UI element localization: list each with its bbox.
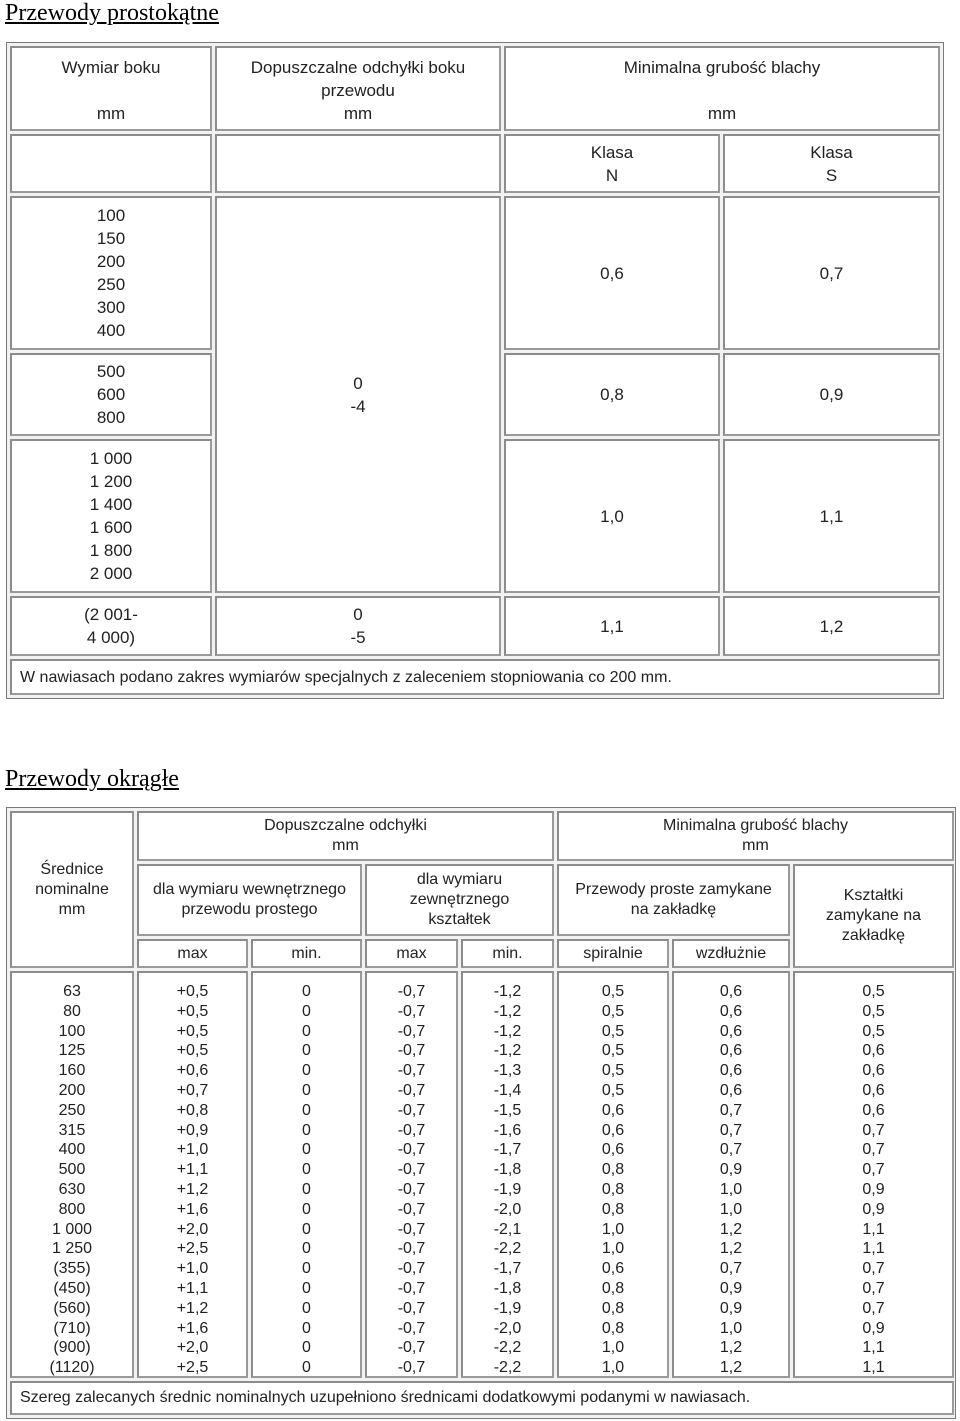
col-outer-min [461,971,554,1378]
table-cell: 0 [302,1002,311,1020]
table-cell: 0,9 [719,1299,743,1317]
table-cell: -0,7 [397,1200,426,1218]
table-cell: +1,2 [176,1299,209,1317]
table-cell: 0,9 [719,1161,743,1179]
table-cell: 1,2 [719,1339,743,1357]
header-grubosc-blachy: Minimalna grubość blachy mm [504,46,940,131]
table-cell: 0,6 [862,1062,885,1080]
table-cell: 0 [302,1299,311,1317]
table-cell: -0,7 [397,1299,426,1317]
table-cell: -0,7 [397,983,426,1000]
table-cell: 250 [58,1101,86,1119]
thickness-n-3: 1,0 [504,439,720,593]
table-cell: +1,2 [176,1180,209,1198]
table-cell: +1,1 [176,1161,209,1179]
thickness-n-4: 1,1 [504,596,720,656]
table-cell: -0,7 [397,1022,426,1040]
table-cell: -0,7 [397,1062,426,1080]
header-max-2: max [365,939,458,968]
table-cell: 0,6 [719,1062,743,1080]
table-cell: +0,9 [176,1121,209,1139]
table-cell: (450) [53,1279,91,1297]
table-cell: 1 250 [51,1240,93,1258]
table-cell: 0 [302,1042,311,1060]
header-min-1: min. [251,939,362,968]
table-cell: 1,2 [719,1220,743,1238]
table-cell: +1,0 [176,1141,209,1159]
table-cell: 0,9 [719,1279,743,1297]
table-cell: -2,0 [493,1319,522,1337]
table-cell: (1120) [49,1359,95,1377]
table-cell: 0,7 [719,1121,743,1139]
table-cell: -2,0 [493,1200,522,1218]
table-cell: 63 [63,983,81,1000]
table-cell: 1,0 [601,1220,625,1238]
size-group-special: (2 001- 4 000) [10,596,212,656]
table-cell: 1,0 [601,1240,625,1258]
header-klasa-s: Klasa S [723,134,940,193]
table-cell: -1,2 [493,983,522,1000]
table-cell: 0,6 [601,1101,625,1119]
thickness-n-2: 0,8 [504,353,720,436]
table-cell: 400 [58,1141,86,1159]
table-cell: 0,5 [862,1022,885,1040]
table-cell: -0,7 [397,1042,426,1060]
table-cell: 0,9 [862,1200,885,1218]
table-cell: -0,7 [397,1121,426,1139]
table-cell: 1,0 [601,1359,625,1377]
table-cell: -2,1 [493,1220,522,1238]
table-cell: 0,5 [601,1062,625,1080]
table-cell: 0,6 [719,1022,743,1040]
col-inner-max [137,971,248,1378]
col-fittings [793,971,954,1378]
table-cell: -1,6 [493,1121,522,1139]
table-cell: 0 [302,1319,311,1337]
table-cell: 0,6 [719,1042,743,1060]
header-max-1: max [137,939,248,968]
table-cell: +1,1 [176,1279,209,1297]
table-cell: 100 [58,1022,86,1040]
size-group-2: 500 600 800 [10,353,212,436]
table-cell: -0,7 [397,1359,426,1377]
table-cell: 1,0 [719,1319,743,1337]
table-cell: 0 [302,1081,311,1099]
table-cell: 0,7 [862,1141,885,1159]
table-cell: 0,9 [862,1319,885,1337]
table-cell: 0,6 [862,1101,885,1119]
table-cell: 0 [302,1279,311,1297]
table-cell: 1,0 [719,1200,743,1218]
table-cell: 160 [58,1062,86,1080]
table-cell: 0,6 [719,1002,743,1020]
table-cell: (355) [53,1260,91,1278]
round-table [6,807,956,1419]
table-cell: 200 [58,1081,86,1099]
table-cell: 1,1 [862,1220,885,1238]
col-inner-min [251,971,362,1378]
thickness-n-1: 0,6 [504,196,720,350]
table-cell: 0 [302,1062,311,1080]
table-cell: -0,7 [397,1161,426,1179]
col-outer-max [365,971,458,1378]
header-ksztaltki: Kształtki zamykane na zakładkę [793,864,954,968]
col-longitudinal [672,971,790,1378]
table-cell: -1,2 [493,1022,522,1040]
table-cell: 0,5 [862,983,885,1000]
table-cell: (900) [53,1339,91,1357]
table-cell: -1,7 [493,1141,522,1159]
table-cell: 0 [302,1200,311,1218]
table-cell: 0,6 [601,1260,625,1278]
header-wzdluznie: wzdłużnie [672,939,790,968]
table-cell: +2,0 [176,1220,209,1238]
table-cell: -1,7 [493,1260,522,1278]
table-cell: +2,5 [176,1240,209,1258]
table-cell: +2,0 [176,1339,209,1357]
rect-note: W nawiasach podano zakres wymiarów specjalnych z zaleceniem stopniowania co 200 mm. [10,659,940,695]
header-spiralnie: spiralnie [557,939,669,968]
size-group-3: 1 000 1 200 1 400 1 600 1 800 2 000 [10,439,212,593]
empty-cell [10,134,212,193]
col-spiral [557,971,669,1378]
table-cell: 0,6 [601,1141,625,1159]
rect-heading[interactable]: Przewody prostokątne [5,0,219,26]
thickness-s-4: 1,2 [723,596,940,656]
header-min-2: min. [461,939,554,968]
table-cell: -1,3 [493,1062,522,1080]
table-cell: -1,4 [493,1081,522,1099]
table-cell: 0 [302,1339,311,1357]
table-cell: 1,2 [719,1359,743,1377]
table-cell: 0,7 [862,1260,885,1278]
table-cell: +1,6 [176,1200,209,1218]
table-cell: -0,7 [397,1240,426,1258]
table-cell: 125 [58,1042,86,1060]
table-cell: +0,8 [176,1101,209,1119]
table-cell: (560) [53,1299,91,1317]
table-cell: 630 [58,1180,86,1198]
table-cell: 0,8 [601,1279,625,1297]
table-cell: 0,6 [719,983,743,1000]
round-note: Szereg zalecanych średnic nominalnych uzupełniono średnicami dodatkowymi podanymi w nawiasach. [10,1381,954,1415]
table-cell: 0,7 [862,1121,885,1139]
round-heading[interactable]: Przewody okrągłe [5,766,179,792]
table-cell: 0 [302,1101,311,1119]
table-cell: 0 [302,1240,311,1258]
table-cell: -0,7 [397,1002,426,1020]
size-group-1: 100 150 200 250 300 400 [10,196,212,350]
table-cell: 0,8 [601,1161,625,1179]
table-cell: -0,7 [397,1101,426,1119]
table-cell: 0,5 [601,1022,625,1040]
table-cell: -0,7 [397,1220,426,1238]
table-cell: 0,7 [862,1279,885,1297]
table-cell: -2,2 [493,1359,522,1377]
table-cell: 1,1 [862,1240,885,1258]
table-cell: 1,1 [862,1359,885,1377]
table-cell: -1,9 [493,1299,522,1317]
table-cell: +1,0 [176,1260,209,1278]
table-cell: 1,2 [719,1240,743,1258]
table-cell: 0,7 [862,1161,885,1179]
table-cell: 0,7 [719,1260,743,1278]
table-cell: 0,8 [601,1200,625,1218]
table-cell: -0,7 [397,1141,426,1159]
table-cell: -2,2 [493,1240,522,1258]
table-cell: 0 [302,1180,311,1198]
table-cell: -1,2 [493,1002,522,1020]
thickness-s-1: 0,7 [723,196,940,350]
table-cell: +0,6 [176,1062,209,1080]
table-cell: 0,5 [601,1002,625,1020]
table-cell: 0,9 [862,1180,885,1198]
header-zewnetrzny: dla wymiaru zewnętrznego kształtek [365,864,554,936]
header-odchylki-boku: Dopuszczalne odchyłki boku przewodu mm [215,46,501,131]
header-przewody-proste: Przewody proste zamykane na zakładkę [557,864,790,936]
table-cell: -0,7 [397,1339,426,1357]
rect-table [6,42,944,699]
header-grubosc: Minimalna grubość blachy mm [557,811,954,861]
header-odchylki: Dopuszczalne odchyłki mm [137,811,554,861]
table-cell: 0,5 [601,983,625,1000]
tolerance-special: 0 -5 [215,596,501,656]
table-cell: +0,7 [176,1081,209,1099]
table-cell: 0 [302,983,311,1000]
table-cell: 0,5 [601,1081,625,1099]
table-cell: 0 [302,1220,311,1238]
table-cell: 1,1 [862,1339,885,1357]
table-cell: 0 [302,1161,311,1179]
table-cell: 800 [58,1200,86,1218]
table-cell: -1,8 [493,1279,522,1297]
table-cell: 1,0 [719,1180,743,1198]
table-cell: 0,6 [601,1121,625,1139]
table-cell: +1,6 [176,1319,209,1337]
table-cell: 80 [63,1002,81,1020]
table-cell: 0,6 [862,1081,885,1099]
table-cell: 1,0 [601,1339,625,1357]
table-cell: 0,7 [719,1101,743,1119]
table-cell: 0,7 [719,1141,743,1159]
header-klasa-n: Klasa N [504,134,720,193]
table-cell: +0,5 [176,1022,209,1040]
table-cell: -2,2 [493,1339,522,1357]
table-cell: 0,8 [601,1319,625,1337]
table-cell: 0,6 [862,1042,885,1060]
table-cell: 315 [58,1121,86,1139]
table-cell: 0,5 [862,1002,885,1020]
table-cell: 1 000 [51,1220,93,1238]
table-cell: (710) [53,1319,91,1337]
table-cell: -0,7 [397,1081,426,1099]
table-cell: +2,5 [176,1359,209,1377]
thickness-s-3: 1,1 [723,439,940,593]
table-cell: 0 [302,1260,311,1278]
table-cell: -0,7 [397,1180,426,1198]
header-srednice: Średnice nominalne mm [10,811,134,968]
table-cell: 500 [58,1161,86,1179]
table-cell: -0,7 [397,1279,426,1297]
table-cell: -1,8 [493,1161,522,1179]
table-cell: +0,5 [176,1002,209,1020]
table-cell: +0,5 [176,983,209,1000]
col-diameters [10,971,134,1378]
table-cell: -1,2 [493,1042,522,1060]
table-cell: 0 [302,1141,311,1159]
table-cell: -0,7 [397,1260,426,1278]
thickness-s-2: 0,9 [723,353,940,436]
table-cell: -1,9 [493,1180,522,1198]
table-cell: 0 [302,1359,311,1377]
table-cell: 0,7 [862,1299,885,1317]
header-wewnetrzny: dla wymiaru wewnętrznego przewodu prostego [137,864,362,936]
table-cell: 0,6 [719,1081,743,1099]
table-cell: 0 [302,1121,311,1139]
empty-cell [215,134,501,193]
table-cell: 0 [302,1022,311,1040]
table-cell: +0,5 [176,1042,209,1060]
table-cell: 0,5 [601,1042,625,1060]
table-cell: -1,5 [493,1101,522,1119]
table-cell: -0,7 [397,1319,426,1337]
table-cell: 0,8 [601,1299,625,1317]
header-wymiar-boku: Wymiar boku mm [10,46,212,131]
table-cell: 0,8 [601,1180,625,1198]
tolerance-main: 0 -4 [215,196,501,593]
